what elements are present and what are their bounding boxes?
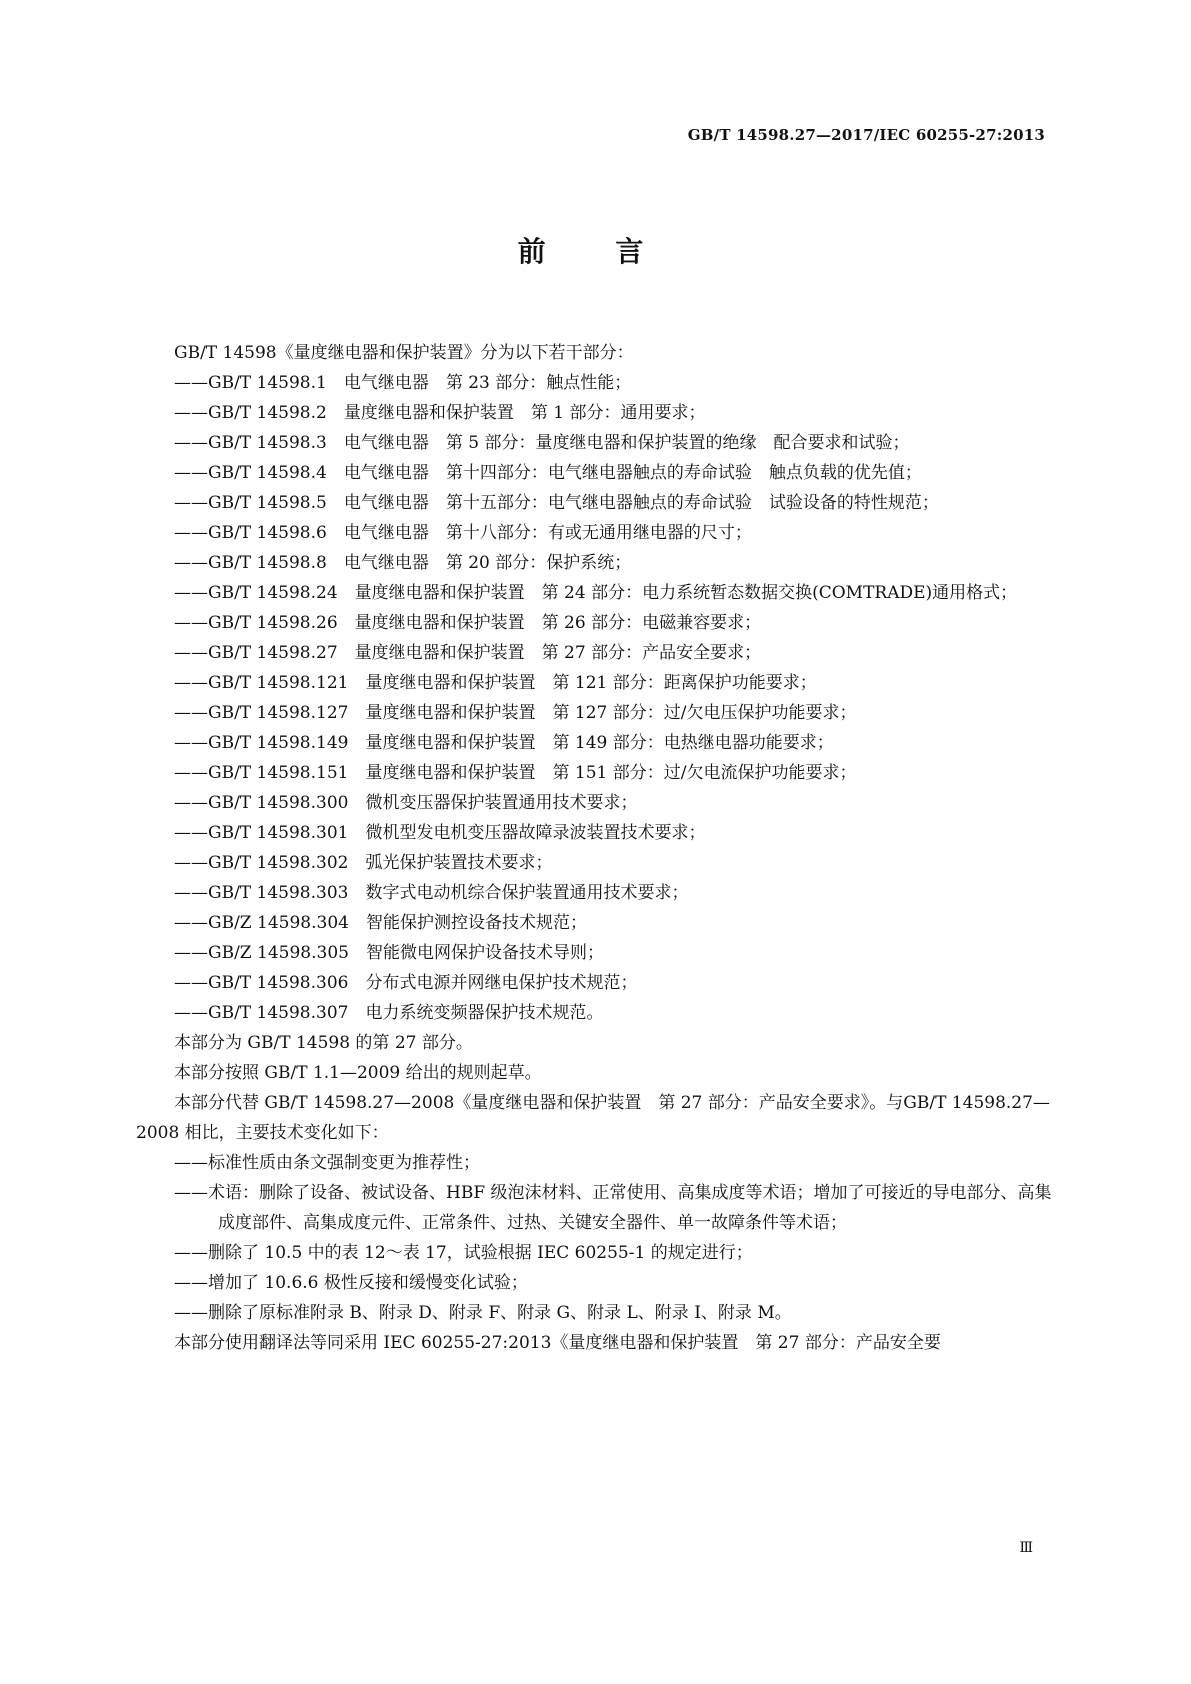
list-item: ——GB/T 14598.151 量度继电器和保护装置 第 151 部分：过/欠电流保护功能要求； [174,763,857,783]
intro-paragraph: GB/T 14598《量度继电器和保护装置》分为以下若干部分： [174,343,634,363]
document-header: GB/T 14598.27—2017/IEC 60255-27:2013 [687,126,1045,144]
changes-list [136,1148,1058,1328]
drafting-rules-paragraph: 本部分按照 GB/T 1.1—2009 给出的规则起草。 [174,1063,542,1083]
list-item: ——GB/T 14598.301 微机型发电机变压器故障录波装置技术要求； [174,823,706,843]
list-item: ——GB/T 14598.26 量度继电器和保护装置 第 26 部分：电磁兼容要求； [174,613,762,633]
list-item: ——增加了 10.6.6 极性反接和缓慢变化试验； [174,1273,528,1293]
list-item: ——GB/T 14598.8 电气继电器 第 20 部分：保护系统； [174,553,632,573]
list-item: ——GB/T 14598.303 数字式电动机综合保护装置通用技术要求； [174,883,689,903]
list-item: ——术语：删除了设备、被试设备、HBF 级泡沫材料、正常使用、高集成度等术语；增加了可接近的导电部分、高集成度部件、高集成度元件、正常条件、过热、关键安全器件、单一故障条件等术语； [174,1183,1052,1233]
foreword-body [136,338,1058,1358]
page-number: Ⅲ [1019,1540,1033,1556]
list-item: ——GB/Z 14598.304 智能保护测控设备技术规范； [174,913,587,933]
list-item: ——GB/T 14598.306 分布式电源并网继电保护技术规范； [174,973,638,993]
list-item: ——GB/T 14598.6 电气继电器 第十八部分：有或无通用继电器的尺寸； [174,523,752,543]
list-item: ——GB/T 14598.302 弧光保护装置技术要求； [174,853,553,873]
adoption-paragraph: 本部分使用翻译法等同采用 IEC 60255-27:2013《量度继电器和保护装置 第 27 部分：产品安全要 [174,1333,941,1353]
list-item: ——GB/T 14598.2 量度继电器和保护装置 第 1 部分：通用要求； [174,403,706,423]
list-item: ——GB/T 14598.3 电气继电器 第 5 部分：量度继电器和保护装置的绝缘 配合要求和试验； [174,433,910,453]
list-item: ——GB/T 14598.121 量度继电器和保护装置 第 121 部分：距离保护功能要求； [174,673,817,693]
list-item: ——GB/T 14598.24 量度继电器和保护装置 第 24 部分：电力系统暂态数据交换(COMTRADE)通用格式； [174,583,1018,603]
parts-list [136,368,1058,1028]
list-item: ——GB/T 14598.5 电气继电器 第十五部分：电气继电器触点的寿命试验 试验设备的特性规范； [174,493,939,513]
replacement-paragraph: 本部分代替 GB/T 14598.27—2008《量度继电器和保护装置 第 27 部分：产品安全要求》。与GB/T 14598.27—2008 相比，主要技术变化如下： [136,1093,1050,1143]
list-item: ——GB/T 14598.1 电气继电器 第 23 部分：触点性能； [174,373,632,393]
list-item: ——删除了 10.5 中的表 12～表 17，试验根据 IEC 60255-1 的规定进行； [174,1243,753,1263]
page-title: 前 言 [517,235,674,268]
list-item: ——GB/T 14598.300 微机变压器保护装置通用技术要求； [174,793,638,813]
list-item: ——标准性质由条文强制变更为推荐性； [174,1153,480,1173]
list-item: ——GB/T 14598.127 量度继电器和保护装置 第 127 部分：过/欠电压保护功能要求； [174,703,857,723]
list-item: ——删除了原标准附录 B、附录 D、附录 F、附录 G、附录 L、附录 I、附录 M。 [174,1303,792,1323]
part-number-paragraph: 本部分为 GB/T 14598 的第 27 部分。 [174,1033,473,1053]
list-item: ——GB/T 14598.27 量度继电器和保护装置 第 27 部分：产品安全要求； [174,643,762,663]
list-item: ——GB/T 14598.149 量度继电器和保护装置 第 149 部分：电热继电器功能要求； [174,733,834,753]
list-item: ——GB/T 14598.307 电力系统变频器保护技术规范。 [174,1003,604,1023]
list-item: ——GB/Z 14598.305 智能微电网保护设备技术导则； [174,943,604,963]
list-item: ——GB/T 14598.4 电气继电器 第十四部分：电气继电器触点的寿命试验 触点负载的优先值； [174,463,922,483]
